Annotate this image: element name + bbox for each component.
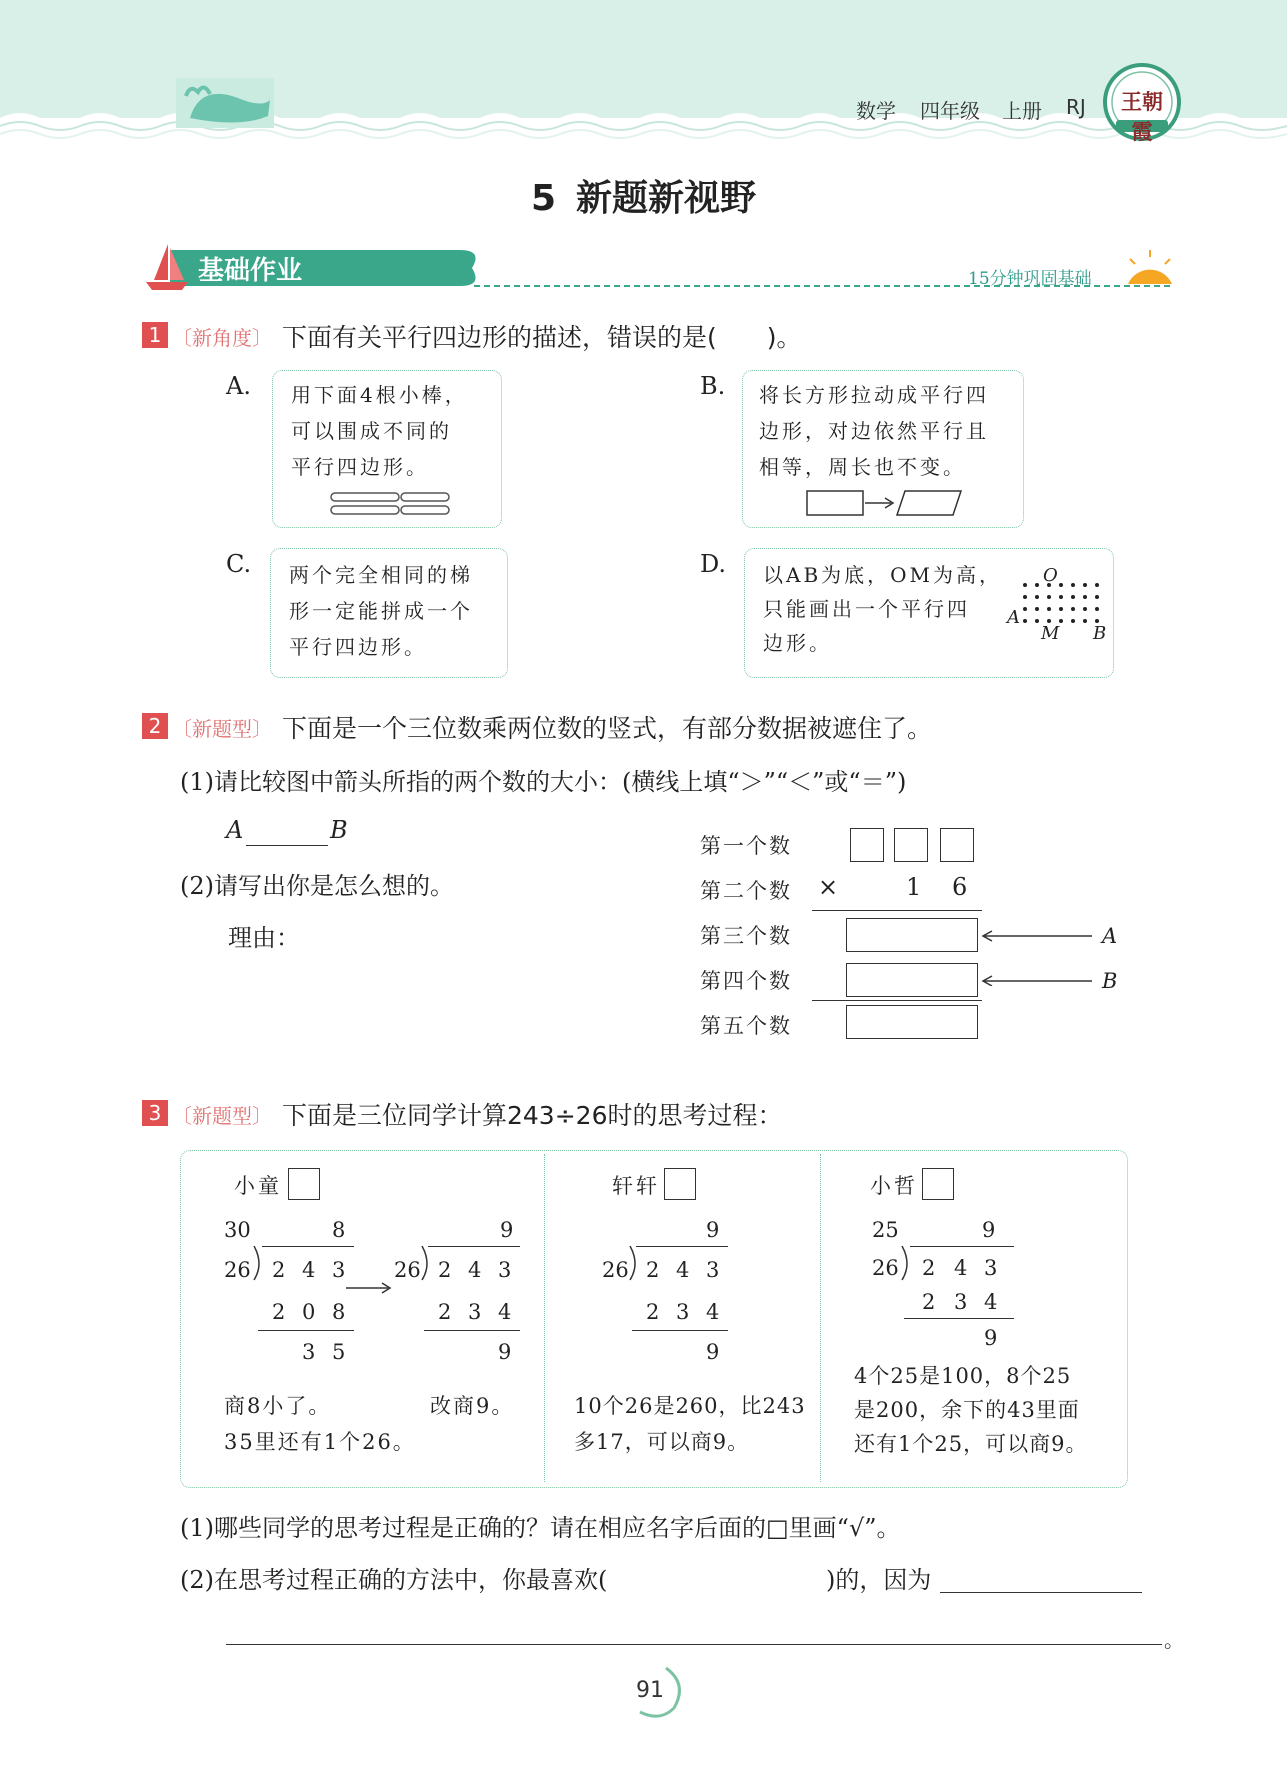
- q1-option-a-line: 平行四边形。: [291, 455, 429, 479]
- division-bracket: [252, 1246, 264, 1282]
- q1-option-c-label: C.: [226, 550, 252, 578]
- check-box-xiaotong[interactable]: [288, 1168, 320, 1200]
- q2-times-sign: ×: [818, 873, 839, 901]
- dividend-digit: 3: [706, 1258, 720, 1282]
- product-digit: 2: [438, 1300, 452, 1324]
- q2-part2: (2)请写出你是怎么想的。: [180, 872, 454, 900]
- dividend-digit: 3: [498, 1258, 512, 1282]
- divisor: 26: [224, 1258, 251, 1282]
- page-number: 91: [636, 1678, 664, 1703]
- product-digit: 2: [646, 1300, 660, 1324]
- section-right-text: 15分钟巩固基础: [968, 269, 1092, 289]
- remainder: 9: [498, 1340, 512, 1364]
- q2-arrow-a-label: A: [1102, 924, 1118, 948]
- q2-rule: [812, 910, 982, 911]
- q2-hidden-number-b: [846, 963, 978, 997]
- q1-option-b-box: [742, 370, 1024, 528]
- q1-option-b-label: B.: [700, 372, 726, 400]
- quotient: 9: [982, 1218, 996, 1242]
- q3-part2-start: (2)在思考过程正确的方法中，你最喜欢(: [180, 1566, 608, 1594]
- divisor: 26: [394, 1258, 421, 1282]
- product-digit: 3: [676, 1300, 690, 1324]
- q1-option-d-line: 只能画出一个平行四: [763, 597, 970, 621]
- q2-compare-blank[interactable]: [246, 845, 328, 846]
- product-digit: 3: [468, 1300, 482, 1324]
- student-note: 35里还有1个26。: [224, 1430, 416, 1454]
- q2-digit: 6: [952, 873, 968, 901]
- student-note: 4个25是100，8个25: [854, 1364, 1072, 1388]
- logo-text: 王朝霞: [1121, 89, 1163, 144]
- student-note: 多17，可以商9。: [574, 1430, 750, 1454]
- subtract-line: [258, 1330, 354, 1331]
- q1-tag: 〔新角度〕: [172, 326, 272, 350]
- division-bracket: [900, 1246, 912, 1282]
- q1-option-b-line: 将长方形拉动成平行四: [759, 383, 989, 407]
- arrow-icon: [344, 1280, 394, 1296]
- q3-text: 下面是三位同学计算243÷26时的思考过程：: [282, 1101, 783, 1130]
- logo-badge: [1102, 62, 1182, 142]
- page-title: [0, 170, 1287, 221]
- q2-part1: (1)请比较图中箭头所指的两个数的大小：(横线上填“＞”“＜”或“＝”): [180, 768, 907, 796]
- remainder: 9: [706, 1340, 720, 1364]
- q1-option-b-line: 相等，周长也不变。: [759, 455, 966, 479]
- division-bracket: [628, 1246, 640, 1282]
- product-digit: 0: [302, 1300, 316, 1324]
- dividend-digit: 3: [984, 1256, 998, 1280]
- dividend-digit: 2: [922, 1256, 936, 1280]
- q2-row-label: 第一个数: [700, 834, 792, 858]
- header-subject: 数学: [856, 99, 896, 123]
- dividend-digit: 3: [332, 1258, 346, 1282]
- whale-icon: [176, 78, 274, 128]
- student-name: 小童: [234, 1174, 282, 1198]
- dividend-digit: 4: [302, 1258, 316, 1282]
- dividend-digit: 4: [676, 1258, 690, 1282]
- q2-row-label: 第四个数: [700, 969, 792, 993]
- q3-end-mark: 。: [1164, 1628, 1184, 1652]
- student-name: 小哲: [870, 1174, 918, 1198]
- q2-row-label: 第五个数: [700, 1014, 792, 1038]
- remainder-digit: 5: [332, 1340, 346, 1364]
- sunrise-icon: [1128, 250, 1172, 284]
- grid-label-b: B: [1093, 623, 1107, 644]
- division-bracket: [420, 1246, 432, 1282]
- q2-hidden-number-result: [846, 1005, 978, 1039]
- q2-compare-a: A: [226, 816, 244, 844]
- q2-text: 下面是一个三位数乘两位数的竖式，有部分数据被遮住了。: [282, 714, 933, 743]
- division-bar: [636, 1246, 728, 1247]
- q2-arrow-b-label: B: [1102, 969, 1118, 993]
- q3-reason-line[interactable]: [940, 1592, 1142, 1593]
- q2-hidden-number-a: [846, 918, 978, 952]
- q1-option-c-line: 平行四边形。: [289, 635, 427, 659]
- divisor: 26: [602, 1258, 629, 1282]
- sticks-figure: [329, 491, 453, 517]
- q2-rule: [812, 1000, 982, 1001]
- student-note: 商8小了。: [224, 1394, 332, 1418]
- product-digit: 3: [954, 1290, 968, 1314]
- q1-option-c-line: 形一定能拼成一个: [289, 599, 473, 623]
- dividend-digit: 2: [272, 1258, 286, 1282]
- student-note: 是200，余下的43里面: [854, 1398, 1080, 1422]
- grid-label-o: O: [1043, 565, 1058, 586]
- q1-option-a-box: [272, 370, 502, 528]
- q1-option-b-line: 边形，对边依然平行且: [759, 419, 989, 443]
- q2-hidden-digit-box: [850, 828, 884, 862]
- dividend-digit: 2: [646, 1258, 660, 1282]
- student-note: 改商9。: [430, 1394, 515, 1418]
- quotient: 9: [500, 1218, 514, 1242]
- q2-reason-label: 理由：: [228, 924, 300, 952]
- subtract-line: [904, 1318, 1014, 1319]
- q1-option-d-line: 以AB为底，OM为高，: [763, 563, 1003, 587]
- subtract-line: [424, 1330, 520, 1331]
- q1-option-c-box: [270, 548, 508, 678]
- q2-hidden-digit-box: [940, 828, 974, 862]
- division-bar: [262, 1246, 354, 1247]
- q1-option-d-line: 边形。: [763, 631, 832, 655]
- divisor: 26: [872, 1256, 899, 1280]
- quotient: 8: [332, 1218, 346, 1242]
- q2-digit: 1: [906, 873, 922, 901]
- q3-divider: [820, 1154, 821, 1482]
- product-digit: 4: [498, 1300, 512, 1324]
- estimate: 30: [224, 1218, 251, 1242]
- q2-tag: 〔新题型〕: [172, 717, 272, 741]
- product-digit: 2: [922, 1290, 936, 1314]
- rectangle-to-parallelogram-figure: [805, 487, 965, 519]
- q2-row-label: 第二个数: [700, 879, 792, 903]
- q1-option-a-label: A.: [226, 372, 251, 400]
- q1-option-d-label: D.: [700, 550, 727, 578]
- division-bar: [910, 1246, 1014, 1247]
- quotient: 9: [706, 1218, 720, 1242]
- section-label: 基础作业: [198, 256, 303, 286]
- q1-option-c-line: 两个完全相同的梯: [289, 563, 473, 587]
- remainder: 9: [984, 1326, 998, 1350]
- student-note: 还有1个25，可以商9。: [854, 1432, 1088, 1456]
- q1-text: 下面有关平行四边形的描述，错误的是( )。: [282, 323, 802, 352]
- header-grade: 四年级: [920, 99, 980, 123]
- dividend-digit: 2: [438, 1258, 452, 1282]
- student-note: 10个26是260，比243: [574, 1394, 806, 1418]
- product-digit: 8: [332, 1300, 346, 1324]
- q2-compare-b: B: [330, 816, 348, 844]
- remainder-digit: 3: [302, 1340, 316, 1364]
- title-number: 5: [530, 178, 557, 219]
- q3-reason-line[interactable]: [226, 1644, 1162, 1645]
- product-digit: 4: [984, 1290, 998, 1314]
- subtract-line: [632, 1330, 728, 1331]
- q3-favorite-input[interactable]: [690, 1556, 820, 1592]
- check-box-xiaozhe[interactable]: [922, 1168, 954, 1200]
- q1-option-a-line: 可以围成不同的: [291, 419, 452, 443]
- q3-part1: (1)哪些同学的思考过程是正确的？请在相应名字后面的□里画“√”。: [180, 1514, 901, 1542]
- q1-number: 1: [142, 322, 168, 348]
- header-banner: [0, 0, 1287, 150]
- q2-number: 2: [142, 713, 168, 739]
- q3-tag: 〔新题型〕: [172, 1104, 272, 1128]
- q2-row-label: 第三个数: [700, 924, 792, 948]
- product-digit: 4: [706, 1300, 720, 1324]
- title-text: 新题新视野: [576, 178, 757, 219]
- estimate: 25: [872, 1218, 899, 1242]
- dividend-digit: 4: [468, 1258, 482, 1282]
- q3-part2-end: )的，因为: [826, 1566, 932, 1594]
- division-bar: [428, 1246, 520, 1247]
- dividend-digit: 4: [954, 1256, 968, 1280]
- check-box-xuanxuan[interactable]: [664, 1168, 696, 1200]
- q1-option-a-line: 用下面4根小棒，: [291, 383, 468, 407]
- q1-option-d-box: [744, 548, 1114, 678]
- student-name: 轩轩: [612, 1174, 660, 1198]
- q2-arrows: [980, 926, 1096, 986]
- grid-label-a: A: [1007, 607, 1020, 628]
- q2-reason-area[interactable]: [330, 914, 650, 1034]
- q3-number: 3: [142, 1100, 168, 1126]
- header-volume: 上册: [1002, 99, 1042, 123]
- q3-divider: [544, 1154, 545, 1482]
- q2-hidden-digit-box: [894, 828, 928, 862]
- product-digit: 2: [272, 1300, 286, 1324]
- grid-label-m: M: [1041, 623, 1060, 644]
- header-edition: RJ: [1066, 95, 1086, 119]
